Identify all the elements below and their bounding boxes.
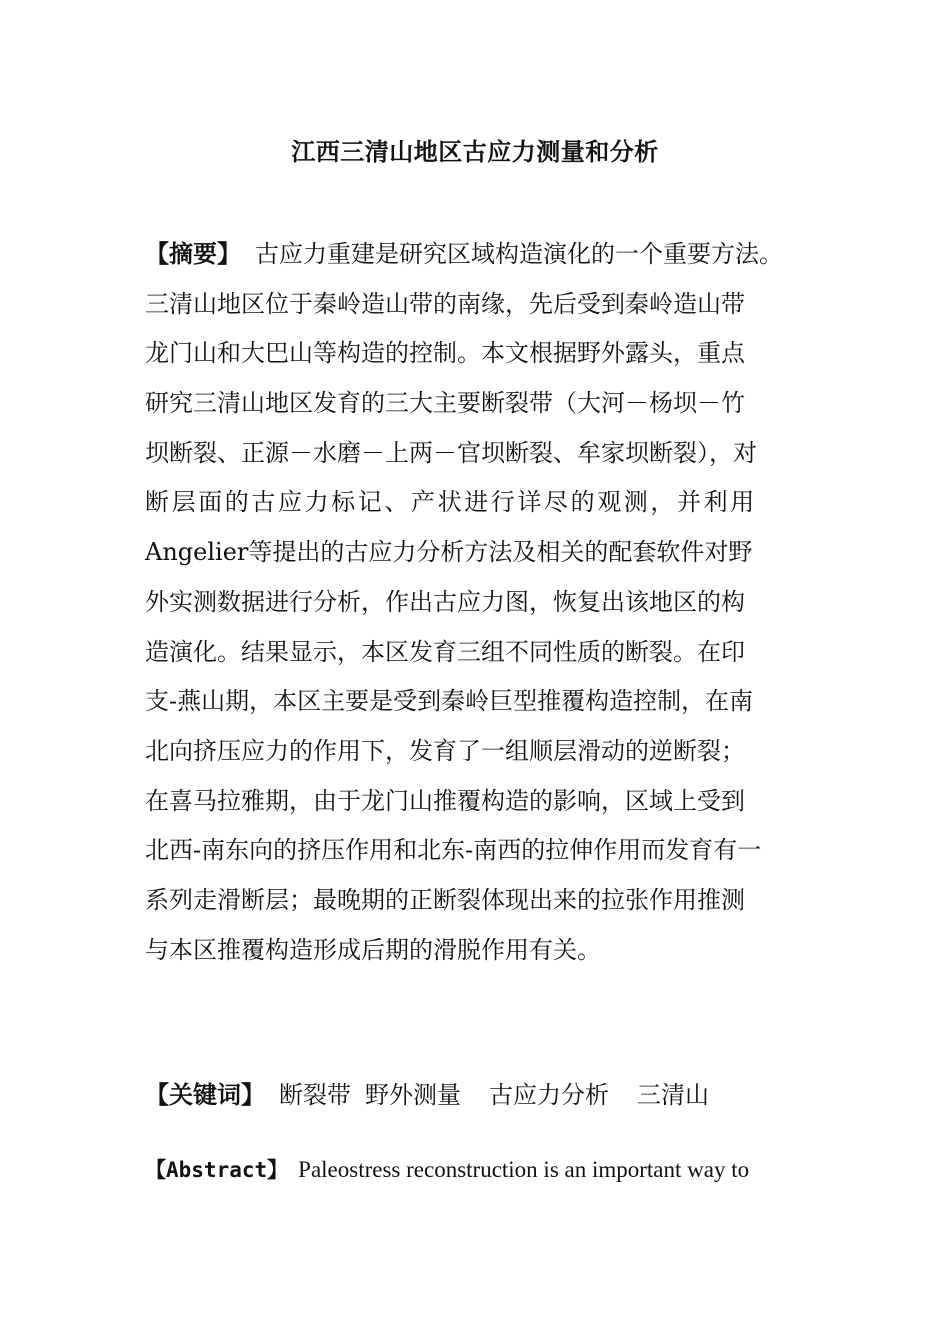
abstract-line: 坝断裂、正源－水磨－上两－官坝断裂、牟家坝断裂），对: [145, 438, 757, 467]
abstract-line: 断层面的古应力标记、产状进行详尽的观测，并利用: [145, 488, 757, 517]
abstract-line: 系列走滑断层；最晚期的正断裂体现出来的拉张作用推测: [145, 885, 745, 914]
chinese-abstract: [145, 230, 810, 975]
abstract-line: 在喜马拉雅期，由于龙门山推覆构造的影响，区域上受到: [145, 786, 745, 815]
abstract-line: 研究三清山地区发育的三大主要断裂带（大河－杨坝－竹: [145, 389, 745, 418]
abstract-line: Angelier等提出的古应力分析方法及相关的配套软件对野: [145, 538, 753, 567]
abstract-line: 三清山地区位于秦岭造山带的南缘，先后受到秦岭造山带: [145, 289, 745, 318]
abstract-line: 造演化。结果显示，本区发育三组不同性质的断裂。在印: [145, 637, 745, 666]
paper-title: 江西三清山地区古应力测量和分析: [291, 138, 659, 166]
keyword: 三清山: [637, 1081, 709, 1109]
keyword: 野外测量: [365, 1081, 461, 1109]
abstract-line: 外实测数据进行分析，作出古应力图，恢复出该地区的构: [145, 587, 745, 616]
abstract-line: 龙门山和大巴山等构造的控制。本文根据野外露头，重点: [145, 339, 745, 368]
abstract-line: 与本区推覆构造形成后期的滑脱作用有关。: [145, 935, 601, 964]
keywords-label: 【关键词】: [145, 1081, 265, 1109]
english-abstract-label: 【Abstract】: [145, 1158, 289, 1182]
english-abstract-text: Paleostress reconstruction is an important way to: [298, 1157, 750, 1182]
abstract-text: 古应力重建是研究区域构造演化的一个重要方法。: [255, 240, 783, 268]
keyword: 古应力分析: [489, 1081, 609, 1109]
abstract-line: 支-燕山期，本区主要是受到秦岭巨型推覆构造控制，在南: [145, 687, 754, 716]
abstract-label: 【摘要】: [145, 240, 241, 268]
keyword: 断裂带: [279, 1081, 351, 1109]
abstract-line: 北向挤压应力的作用下，发育了一组顺层滑动的逆断裂；: [145, 736, 745, 765]
abstract-line: 北西-南东向的挤压作用和北东-南西的拉伸作用而发育有一: [145, 836, 762, 865]
keywords-section: [145, 1077, 723, 1113]
abstract-line: [145, 230, 810, 280]
english-abstract: [145, 1152, 749, 1188]
